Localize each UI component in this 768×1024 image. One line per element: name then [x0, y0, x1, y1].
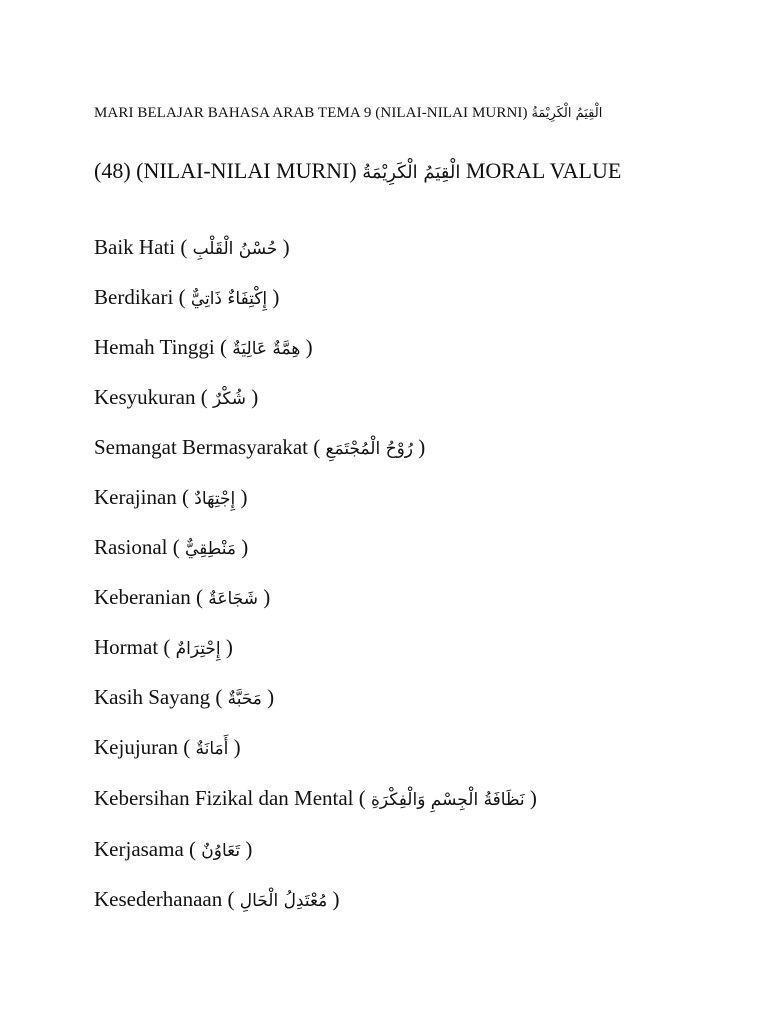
section-heading-prefix: (48) (NILAI-NILAI MURNI)	[94, 158, 357, 183]
malay-term: Kebersihan Fizikal dan Mental	[94, 786, 354, 810]
vocab-entry: Kerajinan ( إِجْتِهَادٌ )	[94, 485, 248, 509]
malay-term: Semangat Bermasyarakat	[94, 435, 308, 459]
arabic-term: إِكْتِفَاءٌ ذَاتِيٌّ	[190, 289, 268, 309]
arabic-term: حُسْنُ الْقَلْبِ	[192, 239, 278, 259]
arabic-term: إِجْتِهَادٌ	[194, 489, 236, 509]
arabic-term: أَمَانَةٌ	[195, 739, 229, 759]
vocab-entry: Berdikari ( إِكْتِفَاءٌ ذَاتِيٌّ )	[94, 285, 280, 309]
arabic-term: مَنْطِقِيٌّ	[185, 539, 236, 559]
vocab-entry: Hemah Tinggi ( هِمَّةٌ عَالِيَةٌ )	[94, 335, 313, 359]
arabic-term: هِمَّةٌ عَالِيَةٌ	[232, 339, 301, 359]
malay-term: Kasih Sayang	[94, 685, 211, 709]
section-heading-suffix: MORAL VALUE	[465, 158, 622, 183]
malay-term: Kesyukuran	[94, 385, 196, 409]
vocab-entry: Kasih Sayang ( مَحَبَّةٌ )	[94, 685, 275, 709]
malay-term: Hemah Tinggi	[94, 335, 215, 359]
arabic-term: شُكْرٌ	[212, 389, 246, 409]
arabic-term: تَعَاوُنٌ	[201, 841, 241, 861]
vocab-entry: Kesederhanaan ( مُعْتَدِلُ الْحَالِ )	[94, 887, 340, 911]
malay-term: Kerjasama	[94, 837, 184, 861]
malay-term: Berdikari	[94, 285, 174, 309]
malay-term: Hormat	[94, 635, 159, 659]
document-title-latin: MARI BELAJAR BAHASA ARAB TEMA 9 (NILAI-NILAI MURNI)	[94, 105, 528, 121]
vocab-entry: Baik Hati ( حُسْنُ الْقَلْبِ )	[94, 235, 290, 259]
vocab-entry: Kerjasama ( تَعَاوُنٌ )	[94, 837, 253, 861]
vocab-entry: Kejujuran ( أَمَانَةٌ )	[94, 735, 241, 759]
malay-term: Kerajinan	[94, 485, 177, 509]
vocab-entry: Keberanian ( شَجَاعَةٌ )	[94, 585, 271, 609]
section-heading	[94, 156, 734, 188]
arabic-term: نَظَافَةُ الْجِسْمِ وَالْفِكْرَةِ	[371, 790, 525, 810]
malay-term: Rasional	[94, 535, 168, 559]
vocab-entry: Hormat ( إِحْتِرَامٌ )	[94, 635, 233, 659]
malay-term: Kesederhanaan	[94, 887, 223, 911]
vocab-entry: Kebersihan Fizikal dan Mental ( نَظَافَةُ الْجِسْمِ وَالْفِكْرَةِ )	[94, 786, 537, 810]
malay-term: Keberanian	[94, 585, 191, 609]
arabic-term: مُعْتَدِلُ الْحَالِ	[239, 891, 328, 911]
vocab-entry: Semangat Bermasyarakat ( رُوْحُ الْمُجْتَمَعِ )	[94, 435, 426, 459]
vocab-entry: Rasional ( مَنْطِقِيٌّ )	[94, 535, 249, 559]
section-heading-arabic: الْقِيَمُ الْكَرِيْمَةُ	[362, 162, 461, 183]
arabic-term: مَحَبَّةٌ	[227, 689, 262, 709]
arabic-term: رُوْحُ الْمُجْتَمَعِ	[325, 439, 414, 459]
arabic-term: إِحْتِرَامٌ	[175, 639, 221, 659]
document-title-arabic: الْقِيَمُ الْكَرِيْمَةُ	[531, 106, 603, 121]
arabic-term: شَجَاعَةٌ	[208, 589, 258, 609]
malay-term: Baik Hati	[94, 235, 176, 259]
vocab-entry: Kesyukuran ( شُكْرٌ )	[94, 385, 259, 409]
malay-term: Kejujuran	[94, 735, 178, 759]
document-title	[94, 104, 674, 123]
